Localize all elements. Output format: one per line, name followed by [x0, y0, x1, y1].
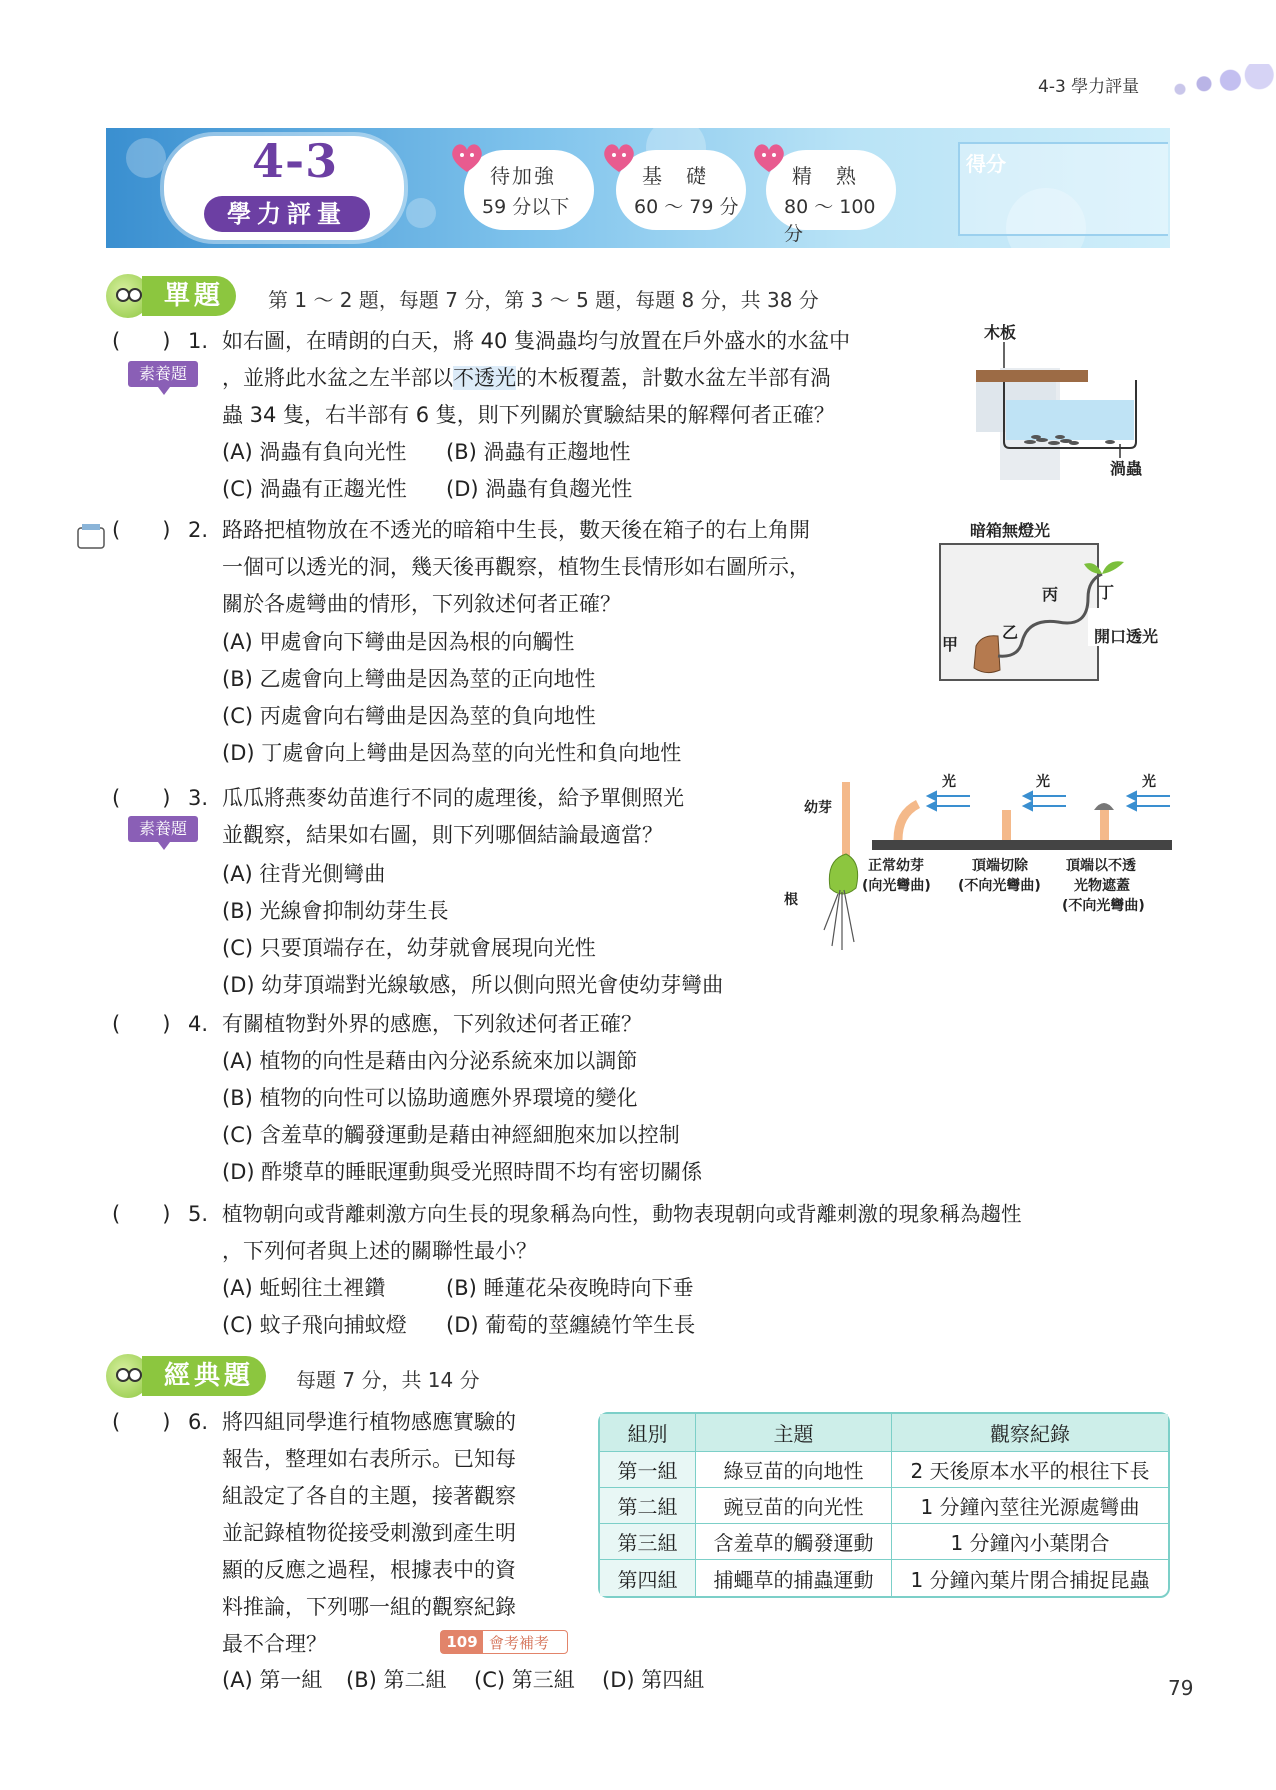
option-a[interactable]: (A) 渦蟲有負向光性 [222, 440, 407, 464]
question-number: 3. [188, 786, 209, 810]
option-a[interactable]: (A) 植物的向性是藉由內分泌系統來加以調節 [222, 1049, 638, 1073]
section-info: 每題 7 分，共 14 分 [296, 1368, 480, 1392]
section-label: 經典題 [142, 1356, 266, 1396]
question-stem: ，下列何者與上述的關聯性最小？ [222, 1239, 537, 1263]
question-stem: 顯的反應之過程，根據表中的資 [222, 1558, 516, 1582]
table-row [600, 1524, 1168, 1560]
caption-cut: 頂端切除 [972, 858, 1028, 874]
answer-bracket[interactable]: ( ) [112, 329, 171, 353]
banner-number: 4-3 [252, 134, 339, 188]
option-a[interactable]: (A) 第一組 [222, 1668, 323, 1692]
table-cell: 第四組 [600, 1560, 696, 1596]
table-row [600, 1560, 1168, 1596]
grade-weak [464, 150, 594, 230]
grade-name: 待加強 [490, 164, 556, 188]
option-d[interactable]: (D) 渦蟲有負趨光性 [446, 477, 633, 501]
heart-icon [602, 142, 636, 174]
dark-box-figure [938, 518, 1174, 684]
question-4 [112, 1006, 912, 1046]
grade-range: 80 ～ 100 分 [784, 196, 876, 245]
question-stem: 有關植物對外界的感應，下列敘述何者正確？ [222, 1012, 642, 1036]
table-header-row [600, 1414, 1168, 1452]
banner-title: 學力評量 [204, 196, 370, 232]
assessment-banner [106, 128, 1170, 248]
question-stem: 將四組同學進行植物感應實驗的 [222, 1410, 516, 1434]
grade-basic [616, 150, 746, 230]
answer-bracket[interactable]: ( ) [112, 518, 171, 542]
option-a[interactable]: (A) 蚯蚓往土裡鑽 [222, 1276, 386, 1300]
page-number: 79 [1168, 1676, 1194, 1700]
question-number: 5. [188, 1202, 209, 1226]
option-b[interactable]: (B) 第二組 [346, 1668, 447, 1692]
caption-covered-sub: (不向光彎曲) [1062, 898, 1145, 914]
caption-normal-sub: (向光彎曲) [862, 878, 931, 894]
question-stem: ，並將此水盆之左半部以不透光的木板覆蓋，計數水盆左半部有渦 [222, 366, 831, 390]
question-6 [112, 1404, 592, 1666]
table-cell: 1 分鐘內葉片閉合捕捉昆蟲 [910, 1567, 1150, 1592]
literacy-badge: 素養題 [128, 816, 198, 842]
exam-source-tag [440, 1630, 568, 1654]
caption-normal: 正常幼芽 [868, 858, 924, 874]
opening-label: 開口透光 [1094, 627, 1159, 646]
table-cell: 2 天後原本水平的根往下長 [892, 1452, 1168, 1488]
table-cell: 捕蠅草的捕蟲運動 [696, 1560, 892, 1596]
decorative-dots-icon [1156, 64, 1276, 100]
table-cell: 第二組 [600, 1488, 696, 1524]
answer-bracket[interactable]: ( ) [112, 786, 171, 810]
question-number: 2. [188, 518, 209, 542]
answer-bracket[interactable]: ( ) [112, 1202, 171, 1226]
root-label: 根 [784, 892, 798, 908]
section-single-header [106, 276, 1006, 316]
table-row [600, 1452, 1168, 1488]
question-number: 6. [188, 1410, 209, 1434]
light-label: 光 [1036, 774, 1050, 790]
question-5 [112, 1196, 1172, 1276]
question-stem: 組設定了各自的主題，接著觀察 [222, 1484, 516, 1508]
answer-bracket[interactable]: ( ) [112, 1012, 171, 1036]
question-3 [112, 780, 812, 860]
worm-basin-figure [970, 320, 1180, 480]
light-label: 光 [942, 774, 956, 790]
table-cell: 第三組 [600, 1524, 696, 1560]
section-label: 單題 [142, 276, 236, 316]
caption-covered-2: 光物遮蓋 [1074, 878, 1130, 894]
caption-covered: 頂端以不透 [1066, 858, 1136, 874]
sprout-label: 幼芽 [804, 800, 832, 816]
heart-icon [450, 142, 484, 174]
table-cell: 第一組 [600, 1452, 696, 1488]
section-classic-header [106, 1356, 806, 1396]
table-header: 主題 [696, 1414, 892, 1452]
option-d[interactable]: (D) 酢漿草的睡眠運動與受光照時間不均有密切關係 [222, 1160, 703, 1184]
table-cell: 豌豆苗的向光性 [696, 1488, 892, 1524]
question-stem: 並記錄植物從接受刺激到產生明 [222, 1521, 516, 1545]
question-stem: 一個可以透光的洞，幾天後再觀察，植物生長情形如右圖所示， [222, 555, 810, 579]
option-b[interactable]: (B) 乙處會向上彎曲是因為莖的正向地性 [222, 667, 596, 691]
option-b[interactable]: (B) 植物的向性可以協助適應外界環境的變化 [222, 1086, 638, 1110]
table-cell: 1 分鐘內莖往光源處彎曲 [892, 1488, 1168, 1524]
observation-table [598, 1412, 1170, 1598]
question-stem: 最不合理？ [222, 1632, 327, 1656]
heart-icon [752, 142, 786, 174]
option-b[interactable]: (B) 光線會抑制幼芽生長 [222, 899, 449, 923]
question-number: 1. [188, 329, 209, 353]
answer-bracket[interactable]: ( ) [112, 1410, 171, 1434]
option-b[interactable]: (B) 渦蟲有正趨地性 [446, 440, 631, 464]
yi-label: 乙 [1002, 623, 1019, 642]
section-info: 第 1 ～ 2 題，每題 7 分，第 3 ～ 5 題，每題 8 分，共 38 分 [268, 288, 819, 312]
question-stem: 蟲 34 隻，右半部有 6 隻，則下列關於實驗結果的解釋何者正確？ [222, 403, 835, 427]
exam-name: 會考補考 [489, 1634, 550, 1652]
section-tag-text: 4-3 學力評量 [1038, 77, 1140, 97]
jia-label: 甲 [942, 635, 959, 654]
question-stem: 植物朝向或背離刺激方向生長的現象稱為向性，動物表現朝向或背離刺激的現象稱為趨性 [222, 1202, 1022, 1226]
question-stem: 瓜瓜將燕麥幼苗進行不同的處理後，給予單側照光 [222, 786, 684, 810]
option-d[interactable]: (D) 葡萄的莖纏繞竹竿生長 [446, 1313, 696, 1337]
cup-icon [76, 522, 108, 550]
question-stem: 如右圖，在晴朗的白天，將 40 隻渦蟲均勻放置在戶外盛水的水盆中 [222, 329, 851, 353]
literacy-badge: 素養題 [128, 361, 198, 387]
light-label: 光 [1142, 774, 1156, 790]
question-2 [112, 512, 932, 632]
option-c[interactable]: (C) 渦蟲有正趨光性 [222, 477, 407, 501]
table-header: 組別 [600, 1414, 696, 1452]
question-stem: 路路把植物放在不透光的暗箱中生長，數天後在箱子的右上角開 [222, 518, 810, 542]
grade-name: 精 熟 [792, 164, 858, 188]
oat-seedling-figure [780, 770, 1176, 960]
option-b[interactable]: (B) 睡蓮花朵夜晚時向下垂 [446, 1276, 694, 1300]
section-tag [1010, 64, 1276, 100]
option-c[interactable]: (C) 蚊子飛向捕蚊燈 [222, 1313, 407, 1337]
option-a[interactable]: (A) 往背光側彎曲 [222, 862, 386, 886]
option-c[interactable]: (C) 只要頂端存在，幼芽就會展現向光性 [222, 936, 596, 960]
ding-label: 丁 [1098, 583, 1115, 602]
table-row [600, 1488, 1168, 1524]
question-number: 4. [188, 1012, 209, 1036]
option-c[interactable]: (C) 第三組 [474, 1668, 575, 1692]
table-header: 觀察紀錄 [892, 1414, 1168, 1452]
caption-cut-sub: (不向光彎曲) [958, 878, 1041, 894]
score-label: 得分 [966, 152, 1006, 176]
option-c[interactable]: (C) 含羞草的觸發運動是藉由神經細胞來加以控制 [222, 1123, 680, 1147]
question-stem: 關於各處彎曲的情形，下列敘述何者正確？ [222, 592, 621, 616]
question-stem: 料推論，下列哪一組的觀察紀錄 [222, 1595, 516, 1619]
table-cell: 綠豆苗的向地性 [696, 1452, 892, 1488]
option-d[interactable]: (D) 丁處會向上彎曲是因為莖的向光性和負向地性 [222, 741, 682, 765]
question-stem: 並觀察，結果如右圖，則下列哪個結論最適當？ [222, 823, 663, 847]
board-label: 木板 [984, 323, 1017, 342]
exam-year: 109 [441, 1631, 483, 1653]
option-d[interactable]: (D) 第四組 [602, 1668, 705, 1692]
table-cell: 含羞草的觸發運動 [696, 1524, 892, 1560]
option-c[interactable]: (C) 丙處會向右彎曲是因為莖的負向地性 [222, 704, 596, 728]
grade-proficient [766, 150, 896, 245]
option-d[interactable]: (D) 幼芽頂端對光線敏感，所以側向照光會使幼芽彎曲 [222, 973, 724, 997]
grade-range: 59 分以下 [482, 196, 570, 218]
grade-range: 60 ～ 79 分 [634, 196, 739, 218]
option-a[interactable]: (A) 甲處會向下彎曲是因為根的向觸性 [222, 630, 575, 654]
grade-name: 基 礎 [642, 164, 708, 188]
worm-label: 渦蟲 [1110, 459, 1143, 478]
bing-label: 丙 [1042, 585, 1059, 604]
question-stem: 報告，整理如右表所示。已知每 [222, 1447, 516, 1471]
table-cell: 1 分鐘內小葉閉合 [892, 1524, 1168, 1560]
dark-box-label: 暗箱無燈光 [970, 521, 1051, 540]
